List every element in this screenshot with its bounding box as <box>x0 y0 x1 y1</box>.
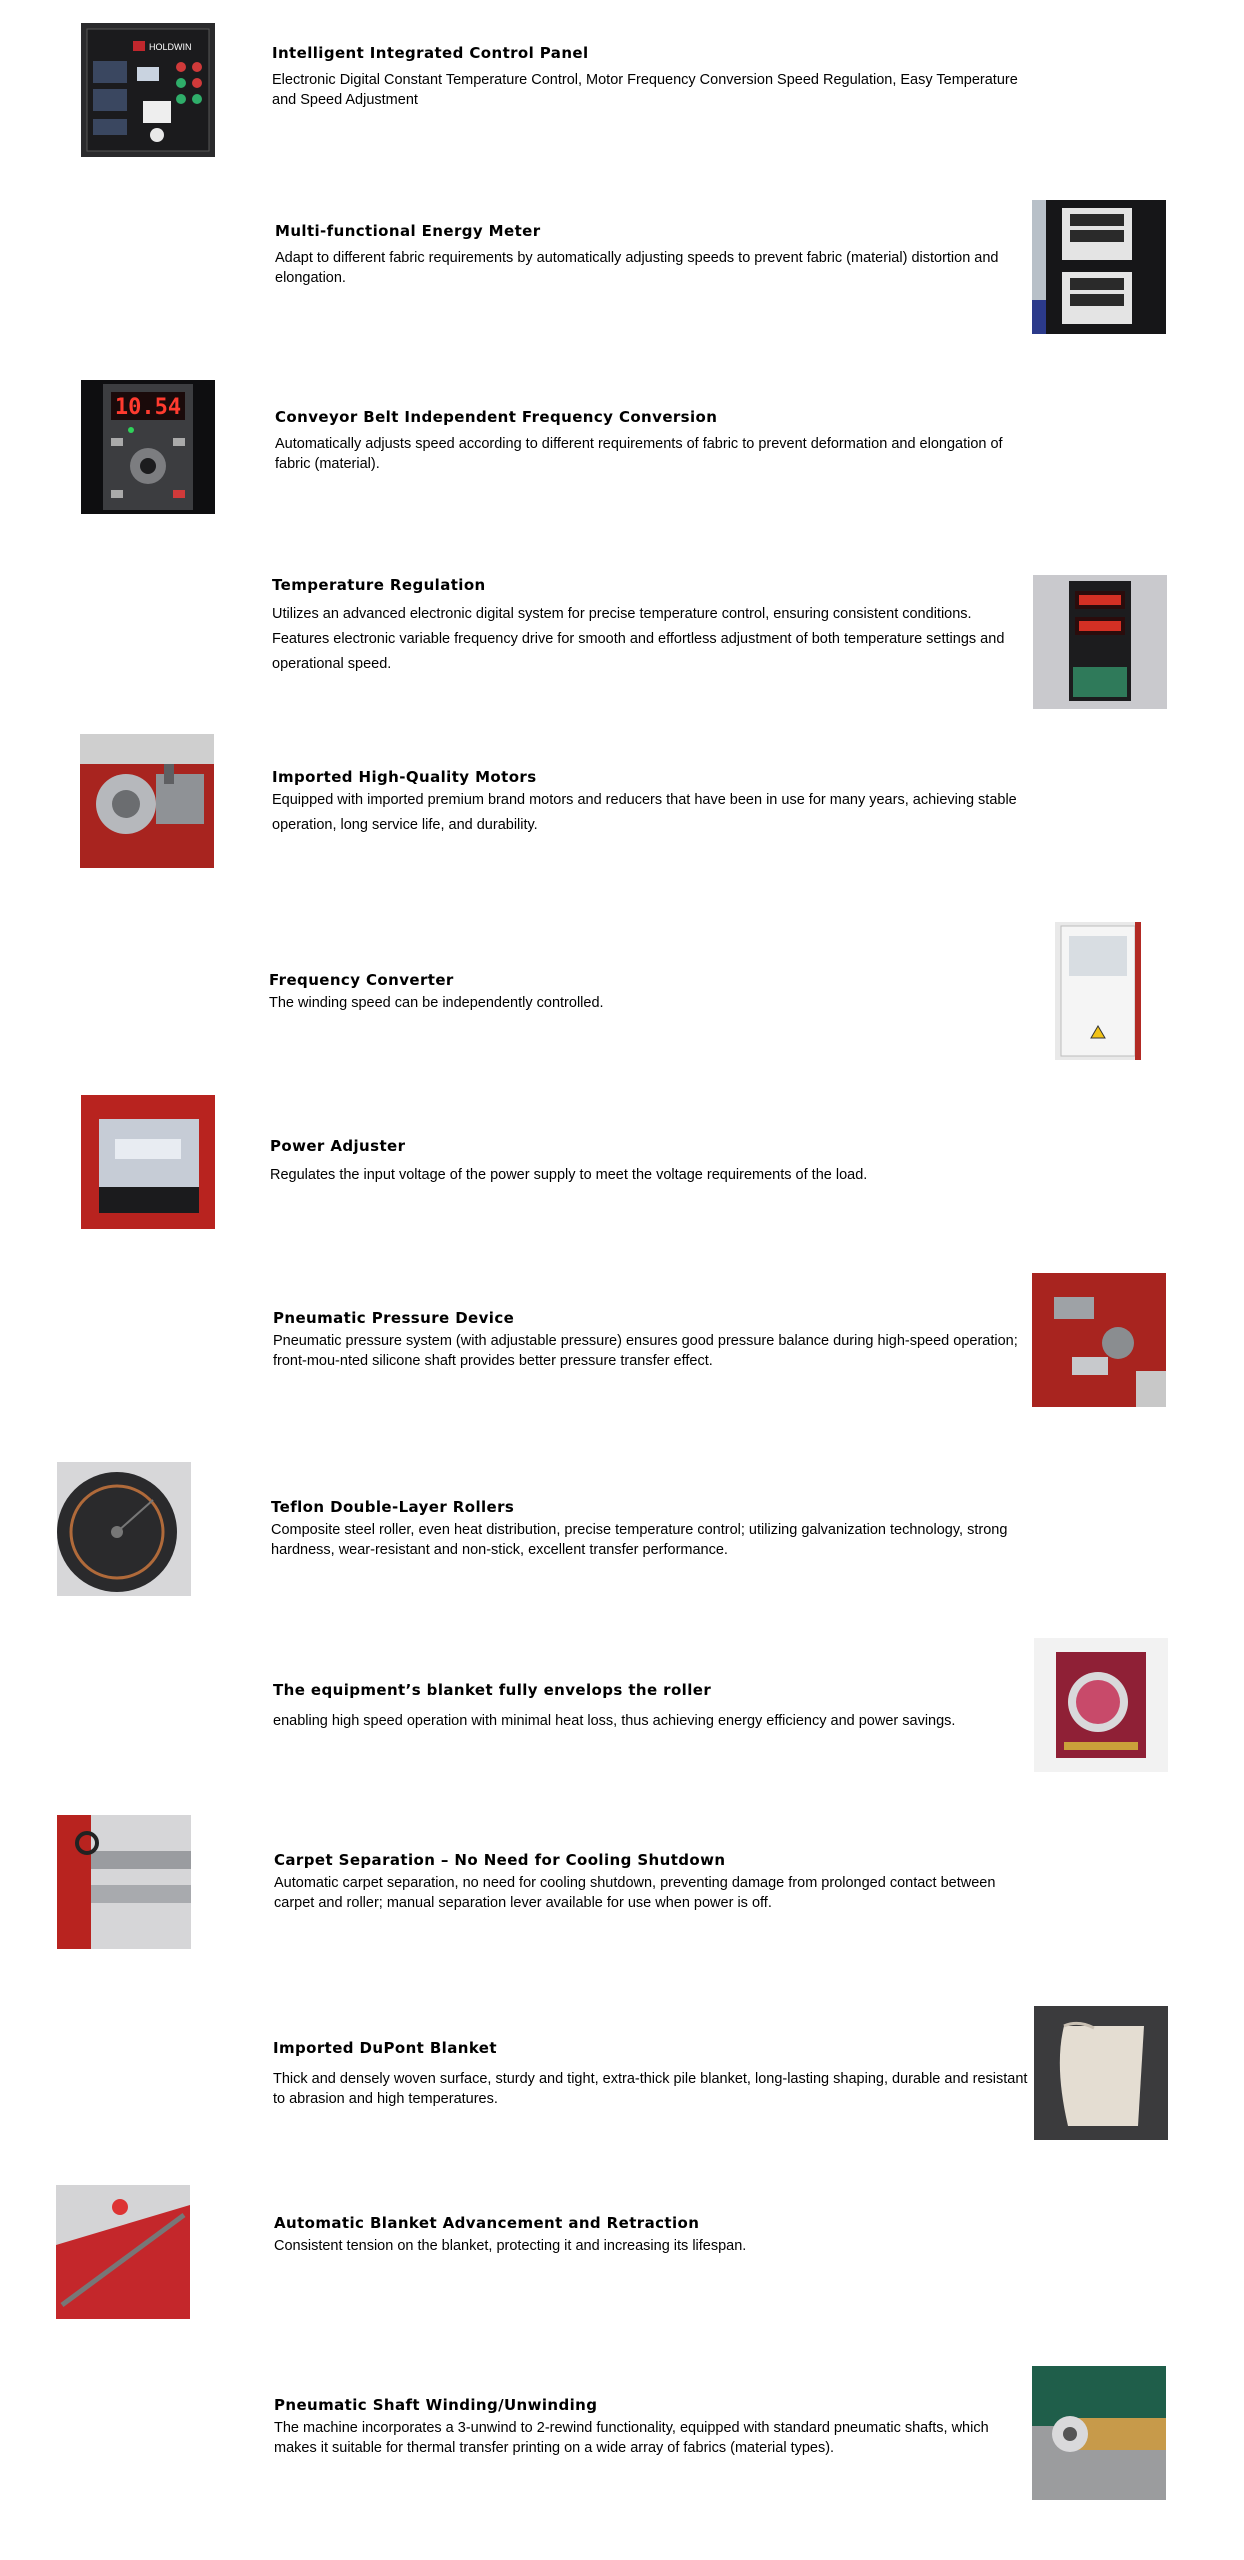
pneumatic-device-photo-icon <box>1032 1273 1166 1407</box>
control-panel-photo-icon <box>81 23 215 157</box>
feature-description: Regulates the input voltage of the power supply to meet the voltage requirements of the load. <box>270 1167 868 1183</box>
frequency-display-value: 10.54 <box>114 395 182 420</box>
feature-description: Automatic carpet separation, no need for cooling shutdown, preventing damage from prolonged contact between carpet and roller; manual separation lever available for use when power is off. <box>274 1875 996 1911</box>
feature-title: The equipment’s blanket fully envelops the roller <box>273 1681 712 1699</box>
carpet-separation-photo-icon <box>57 1815 191 1949</box>
feature-title: Pneumatic Shaft Winding/Unwinding <box>274 2396 598 2414</box>
power-adjuster-photo-icon <box>81 1095 215 1229</box>
feature-description: Pneumatic pressure system (with adjustable pressure) ensures good pressure balance during high-speed operation; front-mou-nted silicone shaft provides better pressure transfer effect. <box>273 1333 1018 1369</box>
feature-title: Intelligent Integrated Control Panel <box>272 44 589 62</box>
feature-title: Power Adjuster <box>270 1137 406 1155</box>
temperature-controller-photo-icon <box>1033 575 1167 709</box>
feature-title: Pneumatic Pressure Device <box>273 1309 515 1327</box>
feature-title: Temperature Regulation <box>272 576 486 594</box>
feature-description: The machine incorporates a 3-unwind to 2-rewind functionality, equipped with standard pneumatic shafts, which makes it suitable for thermal transfer printing on a wide array of fabrics (material types). <box>274 2420 989 2456</box>
frequency-display-photo-icon <box>81 380 215 514</box>
feature-description: enabling high speed operation with minimal heat loss, thus achieving energy efficiency and power savings. <box>273 1713 956 1729</box>
feature-title: Automatic Blanket Advancement and Retraction <box>274 2214 700 2232</box>
feature-description: Utilizes an advanced electronic digital system for precise temperature control, ensuring consistent conditions. Features electronic variable frequency drive for smooth and effortless adjustment of both temperature settings and operational speed. <box>272 606 1005 672</box>
blanket-roller-photo-icon <box>1034 1638 1168 1772</box>
dupont-blanket-photo-icon <box>1034 2006 1168 2140</box>
roller-photo-icon <box>57 1462 191 1596</box>
feature-description: The winding speed can be independently controlled. <box>269 995 604 1011</box>
feature-description: Consistent tension on the blanket, protecting it and increasing its lifespan. <box>274 2238 747 2254</box>
feature-description: Composite steel roller, even heat distribution, precise temperature control; utilizing galvanization technology, strong hardness, wear-resistant and non-stick, excellent transfer performance. <box>271 1522 1008 1558</box>
frequency-converter-photo-icon <box>1055 922 1141 1060</box>
feature-description: Adapt to different fabric requirements by automatically adjusting speeds to prevent fabric (material) distortion and elongation. <box>275 250 999 286</box>
feature-title: Teflon Double-Layer Rollers <box>271 1498 515 1516</box>
feature-title: Imported DuPont Blanket <box>273 2039 497 2057</box>
motor-photo-icon <box>80 734 214 868</box>
feature-title: Multi-functional Energy Meter <box>275 222 541 240</box>
pneumatic-shaft-photo-icon <box>1032 2366 1166 2500</box>
feature-description: Thick and densely woven surface, sturdy and tight, extra-thick pile blanket, long-lasting shaping, durable and resistant to abrasion and high temperatures. <box>273 2071 1028 2107</box>
feature-title: Carpet Separation – No Need for Cooling Shutdown <box>274 1851 726 1869</box>
energy-meter-photo-icon <box>1032 200 1166 334</box>
blanket-advance-photo-icon <box>56 2185 190 2319</box>
feature-description: Electronic Digital Constant Temperature Control, Motor Frequency Conversion Speed Regulation, Easy Temperature and Speed Adjustment <box>272 72 1018 108</box>
feature-description: Automatically adjusts speed according to different requirements of fabric to prevent deformation and elongation of fabric (material). <box>275 436 1003 472</box>
feature-title: Frequency Converter <box>269 971 454 989</box>
feature-title: Imported High-Quality Motors <box>272 768 537 786</box>
feature-description: Equipped with imported premium brand motors and reducers that have been in use for many years, achieving stable operation, long service life, and durability. <box>272 792 1017 833</box>
control-panel-logo: HOLDWIN <box>149 42 192 52</box>
feature-title: Conveyor Belt Independent Frequency Conversion <box>275 408 718 426</box>
